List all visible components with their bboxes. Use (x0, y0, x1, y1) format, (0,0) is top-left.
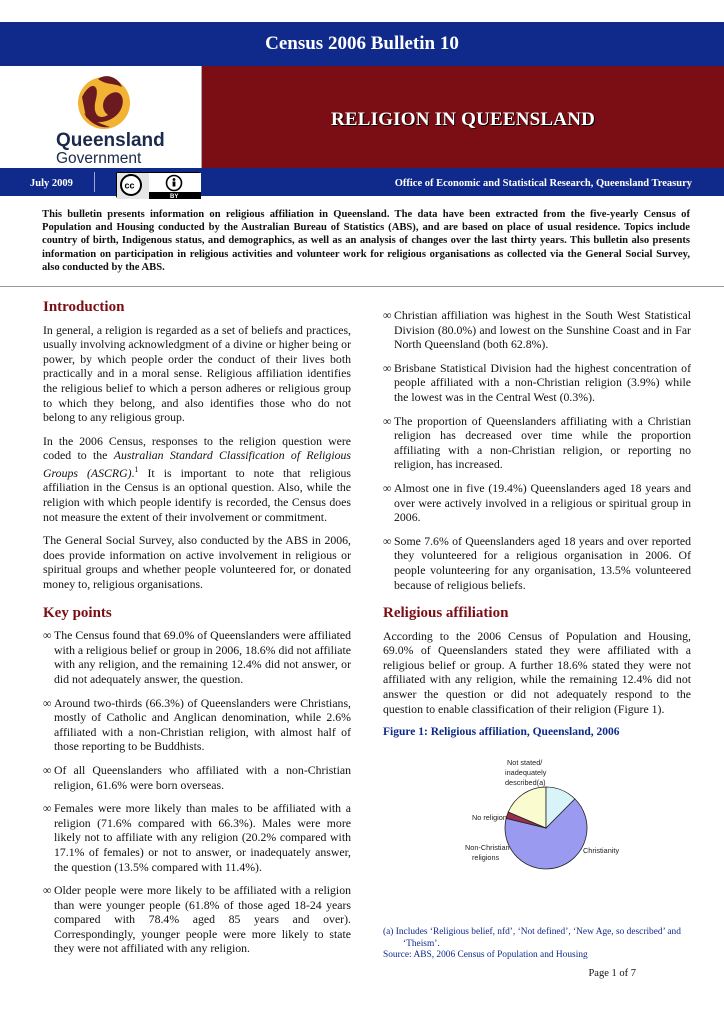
figure-title: Figure 1: Religious affiliation, Queensland, 2006 (383, 726, 620, 739)
bullet-icon: ∞ (383, 360, 392, 375)
bullet-icon: ∞ (43, 883, 52, 898)
publication-date: July 2009 (30, 178, 73, 189)
religious-affiliation-heading: Religious affiliation (383, 605, 509, 622)
footnote-source: Source: ABS, 2006 Census of Population and Housing (383, 950, 588, 960)
list-item: ∞ Some 7.6% of Queenslanders aged 18 years and over reported they volunteered for a religious organisation in 2006. Of people volunteering for any organisation, 13.5% volunteered because of religious beliefs. (383, 533, 691, 592)
label-not-stated-1: Not stated/ (507, 758, 543, 767)
bullet-icon: ∞ (43, 762, 52, 777)
cc-by-label: BY (170, 194, 179, 199)
attribution-icon (167, 176, 182, 191)
bulletin-title-bar (0, 22, 724, 66)
introduction-paragraph-2: In the 2006 Census, responses to the religion question were coded to the Australian Standard Classification of Religious Groups (ASCRG).$^1$ It is important to note that religious affiliation in the Census is an optional question. Also, while the religion with which people identify is recorded, the Census does not measure the extent of their involvement or commitment. (43, 433, 351, 524)
religious-affiliation-paragraph: According to the 2006 Census of Population and Housing, 69.0% of Queenslanders stated they were affiliated with a religious belief or group. A further 18.6% stated they were not affiliated with any religion, while the remaining 12.4% did not answer the question or did not adequately respond to the question to enable classification of their religion (Figure 1). (383, 628, 691, 716)
right-column (383, 308, 691, 740)
key-points-heading: Key points (43, 604, 112, 621)
footnote-a: (a) Includes ‘Religious belief, nfd’, ‘Not defined’, ‘New Age, so described’ and ‘Theism’. (383, 927, 681, 949)
introduction-paragraph-3: The General Social Survey, also conducted by the ABS in 2006, does provide information on active involvement in religious or spiritual groups and whether people volunteered for, or donated money to, religious organisations. (43, 533, 351, 592)
cc-icon (121, 175, 141, 195)
label-non-christian-1: Non-Christian (465, 843, 510, 852)
left-column (43, 300, 351, 965)
introduction-paragraph-1: In general, a religion is regarded as a set of beliefs and practices, usually involving acknowledgment of a divine or higher being or power, by which people order the conduct of their lives both practically and in a moral sense. Religious affiliation identifies the religious belief to which a person adheres or religious group to which they belong, and also identifies those who do not belong to any religious group. (43, 322, 351, 425)
list-item: ∞ The proportion of Queenslanders affiliating with a Christian religion has decreased over time while the proportion affiliating with a non-Christian religion, or reporting no religion, has increased. (383, 413, 691, 472)
list-item: ∞ Brisbane Statistical Division had the highest concentration of people affiliated with a non-Christian religion (3.9%) while the lowest was in the Central West (0.3%). (383, 360, 691, 404)
list-item: ∞ Older people were more likely to be affiliated with a religion than were younger people (61.8% of those aged 18-24 years compared with 78.4% aged 85 years and over). Correspondingly, younger people were more likely to state they were not affiliated with any religion. (43, 883, 351, 956)
page-title: RELIGION IN QUEENSLAND (330, 109, 596, 130)
logo-line1: Queensland (56, 130, 165, 151)
list-item: ∞ Of all Queenslanders who affiliated with a non-Christian religion, 61.6% were born overseas. (43, 762, 351, 792)
label-non-christian-2: religions (472, 853, 500, 862)
creative-commons-badge[interactable] (116, 172, 200, 198)
logo-emblem-icon (0, 66, 202, 168)
bullet-icon: ∞ (43, 801, 52, 816)
figure-footnote (383, 927, 693, 962)
list-item: ∞ Christian affiliation was highest in the South West Statistical Division (80.0%) and lowest on the Sunshine Coast and in Far North Queensland (both 62.8%). (383, 308, 691, 352)
bulletin-summary: This bulletin presents information on religious affiliation in Queensland. The data have been extracted from the five-yearly Census of Population and Housing conducted by the Australian Bureau of Statistics (ABS), and are based on place of usual residence. Topics include country of birth, Indigenous status, and demographics, as well as an analysis of changes over the last thirty years. This bulletin also presents information on participation in religious activities and volunteer work for religious organisations as collected via the General Social Survey, also conducted by the ABS. (42, 209, 690, 273)
label-not-stated-2: inadequately (505, 768, 547, 777)
page-number: Page 1 of 7 (588, 968, 636, 979)
label-no-religion: No religion (472, 813, 507, 822)
office-name: Office of Economic and Statistical Research, Queensland Treasury (394, 178, 692, 189)
list-item: ∞ The Census found that 69.0% of Queenslanders were affiliated with a religious belief or group in 2006, 18.6% did not affiliate with any religion, and the remaining 12.4% did not answer, or did not adequately answer, the question. (43, 628, 351, 686)
introduction-heading: Introduction (43, 299, 125, 315)
info-bar (0, 168, 724, 196)
bulletin-title: Census 2006 Bulletin 10 (265, 33, 459, 54)
bullet-icon: ∞ (383, 308, 392, 322)
logo-line2: Government (56, 150, 142, 167)
list-item: ∞ Females were more likely than males to be affiliated with a religion (71.6% compared with 66.3%). Males were more likely not to affiliate with any religion (20.2% compared with 17.1% of females) or not to answer, or inadequately answer, the question (13.5% compared with 11.4%). (43, 801, 351, 874)
bullet-icon: ∞ (43, 628, 52, 643)
bullet-icon: ∞ (383, 413, 392, 428)
info-divider (94, 172, 95, 192)
label-christianity: Christianity (583, 846, 620, 855)
section-divider (0, 286, 724, 287)
key-points-list (43, 628, 351, 956)
bullet-icon: ∞ (383, 533, 392, 548)
bullet-icon: ∞ (43, 695, 52, 710)
key-points-list-continued (383, 308, 691, 592)
queensland-government-logo (0, 66, 202, 168)
title-panel (202, 66, 724, 168)
list-item: ∞ Around two-thirds (66.3%) of Queenslanders were Christians, mostly of Catholic and Anglican denomination, while 2.6% affiliated with a non-Christian religion, with almost half of those reporting to be Buddhists. (43, 695, 351, 754)
label-not-stated-3: described(a) (505, 778, 546, 787)
svg-text:cc: cc (124, 180, 135, 191)
bullet-icon: ∞ (383, 480, 392, 495)
religious-affiliation-pie-chart (383, 750, 683, 930)
list-item: ∞ Almost one in five (19.4%) Queenslanders aged 18 years and over were actively involved in a religious or spiritual group in 2006. (383, 480, 691, 525)
